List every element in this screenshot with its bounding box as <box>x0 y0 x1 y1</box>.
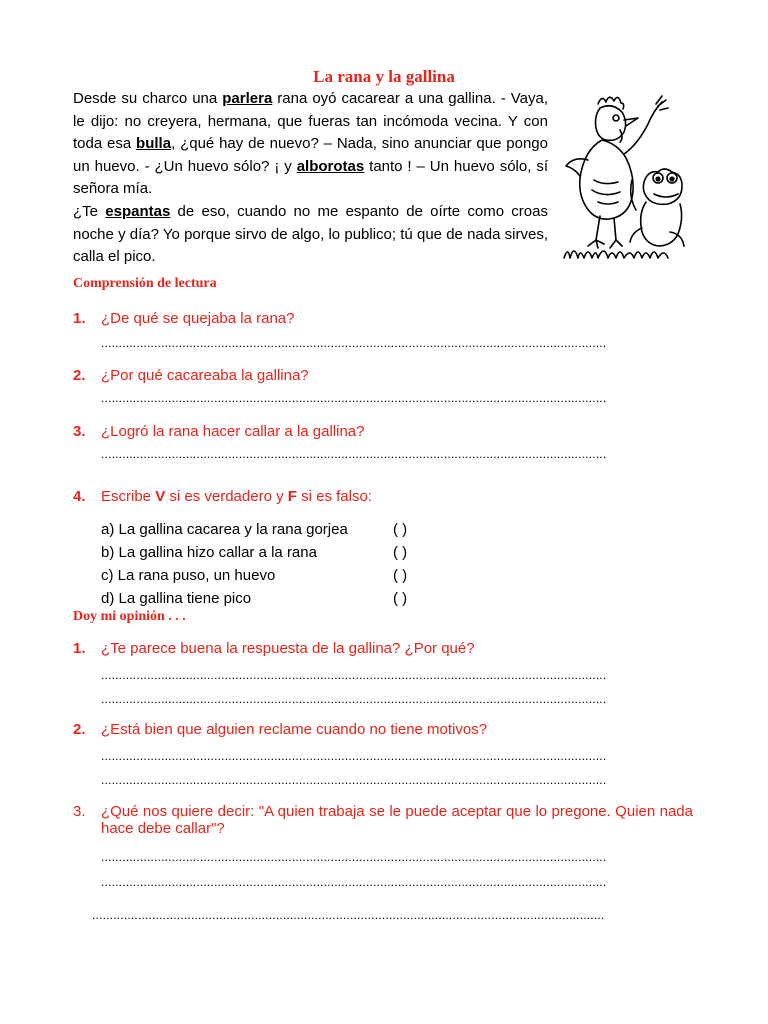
story-fragment: tanto ! – Un huevo sólo, sí señora mía. <box>73 157 548 198</box>
question-text: ¿Te parece buena la respuesta de la gallina? ¿Por qué? <box>101 640 475 657</box>
tf-answer-box[interactable]: ( ) <box>393 544 408 561</box>
question-number: 3. <box>73 423 86 440</box>
question-text: ¿De qué se quejaba la rana? <box>101 310 295 327</box>
question-text: ¿Logró la rana hacer callar a la gallina? <box>101 423 365 440</box>
story-fragment: Desde su charco una <box>73 90 223 107</box>
vocab-word: espantas <box>105 202 171 220</box>
answer-line[interactable]: ............................................................................................................................................... <box>101 447 607 461</box>
hen-and-frog-illustration <box>558 90 686 262</box>
comprehension-heading: Comprensión de lectura <box>73 276 217 291</box>
answer-line[interactable]: ............................................................................................................................................... <box>101 773 607 787</box>
answer-line[interactable]: ............................................................................................................................................... <box>101 336 607 350</box>
tf-answer-box[interactable]: ( ) <box>393 567 408 584</box>
answer-line[interactable]: ............................................................................................................................................... <box>101 391 607 405</box>
question-text: ¿Por qué cacareaba la gallina? <box>101 367 309 384</box>
story-fragment: , ¿qué hay de nuevo? – Nada, sino anunciar que pongo un huevo. - ¿Un huevo sólo? ¡ y <box>73 135 548 175</box>
question-number: 2. <box>73 367 86 384</box>
tf-statement: d) La gallina tiene pico <box>101 590 252 607</box>
tf-statement: c) La rana puso, un huevo <box>101 567 276 584</box>
answer-line[interactable]: ............................................................................................................................................... <box>101 850 607 864</box>
question-number: 2. <box>73 721 86 738</box>
tf-statement: a) La gallina cacarea y la rana gorjea <box>101 521 348 538</box>
tf-answer-box[interactable]: ( ) <box>393 521 408 538</box>
true-letter: V <box>155 488 166 505</box>
story-fragment: rana oyó cacarear a una gallina. - Vaya, le dijo: no creyera, hermana, que fueras tan incómoda vecina. Y con toda esa <box>73 90 548 153</box>
instruction-fragment: si es verdadero y <box>165 488 288 505</box>
tf-answer-box[interactable]: ( ) <box>393 590 408 607</box>
question-number: 4. <box>73 488 86 505</box>
question-number: 1. <box>73 310 86 327</box>
answer-line[interactable]: ............................................................................................................................................... <box>101 692 607 706</box>
story-text <box>73 88 548 269</box>
page-title: La rana y la gallina <box>313 67 455 86</box>
true-false-instruction <box>101 488 372 505</box>
instruction-fragment: si es falso: <box>296 488 372 505</box>
final-answer-line[interactable]: ................................................................................................................................................. <box>92 908 605 922</box>
answer-line[interactable]: ............................................................................................................................................... <box>101 668 607 682</box>
vocab-word: bulla <box>136 135 172 153</box>
answer-line[interactable]: ............................................................................................................................................... <box>101 749 607 763</box>
vocab-word: parlera <box>222 90 273 107</box>
question-number: 1. <box>73 640 86 657</box>
false-letter: F <box>287 488 297 505</box>
opinion-heading: Doy mi opinión . . . <box>73 609 186 624</box>
vocab-word: alborotas <box>296 157 365 175</box>
instruction-fragment: Escribe <box>101 488 156 505</box>
question-text: ¿Está bien que alguien reclame cuando no tiene motivos? <box>101 721 488 738</box>
tf-statement: b) La gallina hizo callar a la rana <box>101 544 317 561</box>
question-number: 3. <box>73 803 86 820</box>
story-fragment: ¿Te <box>73 202 106 220</box>
question-text: ¿Qué nos quiere decir: "A quien trabaja se le puede aceptar que lo pregone. Quien nada hace debe callar"? <box>101 803 693 837</box>
story-fragment: de eso, cuando no me espanto de oírte como croas noche y día? Yo porque sirvo de algo, lo publico; tú que de nada sirves, calla el pico. <box>73 202 548 266</box>
answer-line[interactable]: ............................................................................................................................................... <box>101 875 607 889</box>
